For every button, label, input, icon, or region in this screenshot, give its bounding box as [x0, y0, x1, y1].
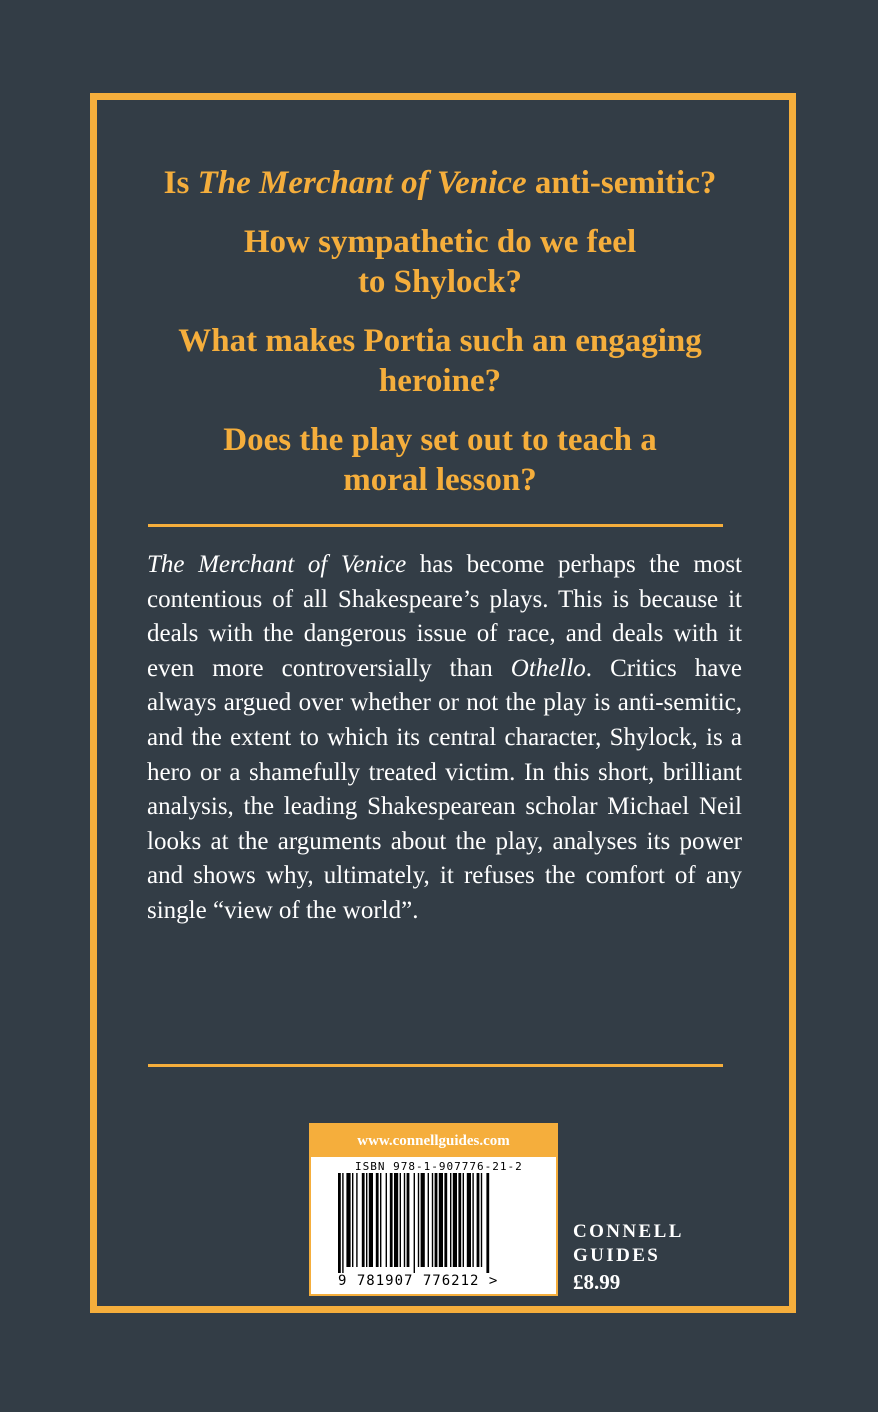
- divider-top: [148, 524, 723, 527]
- isbn-text: ISBN 978-1-907776-21-2: [355, 1160, 523, 1173]
- question-3: What makes Portia such an engaging heroine?: [178, 323, 702, 399]
- divider-bottom: [148, 1064, 723, 1067]
- publisher-logo: [573, 1220, 684, 1268]
- barcode-icon: [338, 1173, 531, 1273]
- blurb-title: The Merchant of Venice: [147, 551, 407, 578]
- price: £8.99: [573, 1270, 621, 1294]
- blurb-othello: Othello: [510, 654, 586, 682]
- questions-block: [110, 163, 770, 519]
- website-url: www.connellguides.com: [311, 1125, 556, 1157]
- question-2: How sympathetic do we feel to Shylock?: [243, 224, 637, 300]
- ean-digits: 9 781907 776212 >: [338, 1273, 499, 1289]
- question-1: Is The Merchant of Venice anti-semitic?: [163, 165, 717, 201]
- question-4: Does the play set out to teach a moral lesson?: [223, 422, 657, 498]
- barcode-panel: [309, 1123, 558, 1296]
- blurb-text: The Merchant of Venice has become perhaps the most contentious of all Shakespeare’s plays. This is because it deals with the dangerous issue of race, and deals with it even more controversially than Othello. Critics have always argued over whether or not the play is anti-semitic, and the extent to which its central character, Shylock, is a hero or a shamefully treated victim. In this short, brilliant analysis, the leading Shakespearean scholar Michael Neil looks at the arguments about the play, analyses its power and shows why, ultimately, it refuses the comfort of any single “view of the world”.: [147, 551, 743, 924]
- publisher-name-line1: CONNELL: [573, 1221, 684, 1242]
- question-1-title: The Merchant of Venice: [197, 165, 527, 201]
- publisher-name-line2: GUIDES: [573, 1245, 661, 1266]
